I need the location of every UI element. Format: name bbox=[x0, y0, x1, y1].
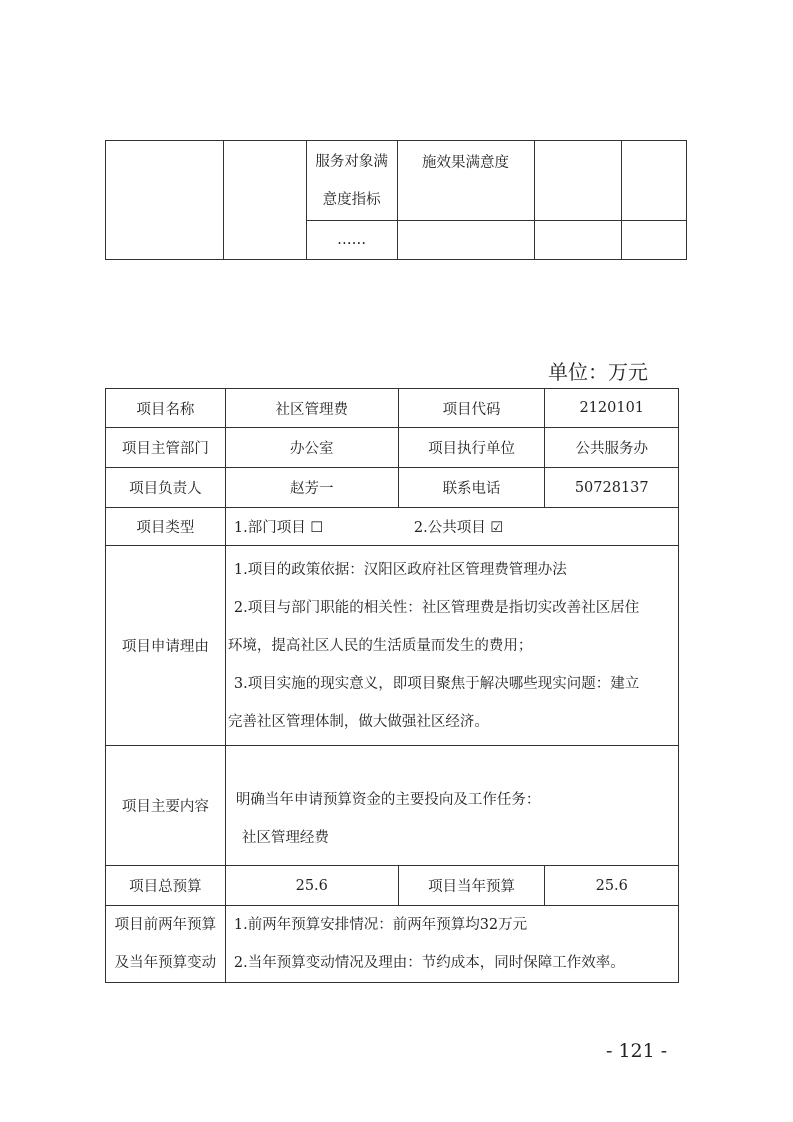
content-line: 社区管理经费 bbox=[241, 829, 329, 846]
label: 项目类型 bbox=[106, 508, 226, 546]
label: 项目主管部门 bbox=[106, 428, 226, 468]
label: 项目代码 bbox=[398, 389, 545, 428]
project-name: 社区管理费 bbox=[225, 389, 398, 428]
dept: 办公室 bbox=[225, 428, 398, 468]
change-line: 1.前两年预算安排情况：前两年预算均32万元 bbox=[233, 917, 528, 933]
label: 项目主要内容 bbox=[106, 746, 226, 866]
page-number: - 121 - bbox=[606, 1040, 668, 1062]
cell bbox=[534, 141, 622, 221]
reason-line: 1.项目的政策依据：汉阳区政府社区管理费管理办法 bbox=[233, 561, 567, 578]
type-option-public: 2.公共项目 ☑ bbox=[413, 520, 504, 536]
label: 项目前两年预算 bbox=[114, 917, 217, 933]
cell bbox=[534, 221, 622, 260]
project-code: 2120101 bbox=[545, 389, 679, 428]
reason-line: 完善社区管理体制，做大做强社区经济。 bbox=[227, 713, 489, 730]
change-line: 2.当年预算变动情况及理由：节约成本，同时保障工作效率。 bbox=[233, 955, 625, 971]
indicator-name: 服务对象满意度指标 bbox=[306, 141, 397, 221]
cell bbox=[622, 221, 687, 260]
content-line: 明确当年申请预算资金的主要投向及工作任务： bbox=[235, 791, 541, 808]
label: 项目负责人 bbox=[106, 468, 226, 508]
cell bbox=[106, 141, 224, 260]
reason-line: 环境，提高社区人民的生活质量而发生的费用； bbox=[227, 637, 533, 654]
unit-label: 单位：万元 bbox=[548, 360, 648, 384]
cell bbox=[622, 141, 687, 221]
label: 项目申请理由 bbox=[106, 546, 226, 746]
exec-unit: 公共服务办 bbox=[545, 428, 679, 468]
label: 项目名称 bbox=[106, 389, 226, 428]
owner: 赵芳一 bbox=[225, 468, 398, 508]
label: 项目执行单位 bbox=[398, 428, 545, 468]
indicator-content: 施效果满意度 bbox=[397, 141, 534, 221]
type-option-dept: 1.部门项目 ☐ bbox=[233, 520, 324, 536]
label: 联系电话 bbox=[398, 468, 545, 508]
cell bbox=[397, 221, 534, 260]
label: 项目总预算 bbox=[106, 866, 226, 906]
reason-line: 2.项目与部门职能的相关性：社区管理费是指切实改善社区居住 bbox=[233, 599, 640, 616]
year-budget: 25.6 bbox=[545, 866, 679, 906]
project-info-table bbox=[105, 388, 679, 983]
label: 项目当年预算 bbox=[398, 866, 545, 906]
ellipsis: …… bbox=[306, 221, 397, 260]
reason-line: 3.项目实施的现实意义，即项目聚焦于解决哪些现实问题：建立 bbox=[233, 675, 640, 692]
indicator-table-continued bbox=[105, 140, 687, 260]
cell bbox=[224, 141, 307, 260]
label: 及当年预算变动 bbox=[114, 955, 217, 971]
phone: 50728137 bbox=[545, 468, 679, 508]
total-budget: 25.6 bbox=[225, 866, 398, 906]
